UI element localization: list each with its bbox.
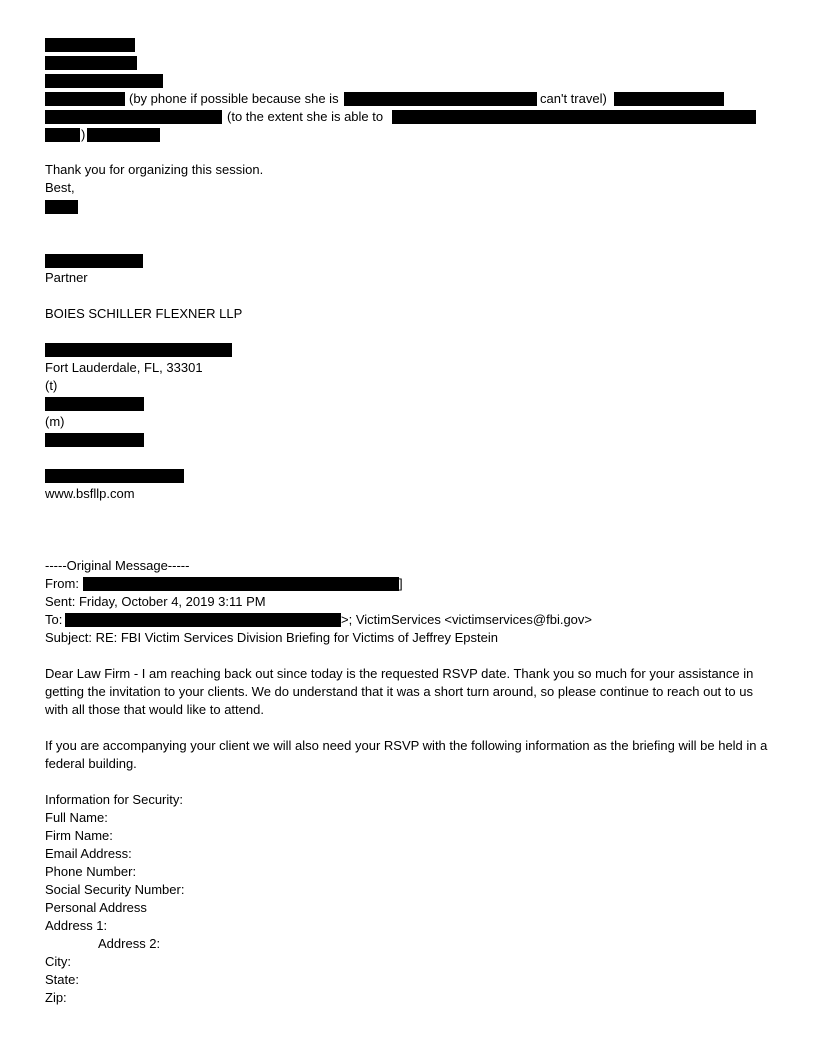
redaction-block	[45, 254, 143, 268]
security-heading: Information for Security:	[45, 792, 183, 807]
signature-website: www.bsfllp.com	[45, 486, 135, 501]
redaction-block	[392, 110, 756, 124]
redaction-block	[83, 577, 399, 591]
form-address-1: Address 1:	[45, 918, 108, 933]
redaction-block	[45, 56, 137, 70]
to-recipients: >; VictimServices <victimservices@fbi.gov>	[341, 612, 593, 627]
body-paragraph-2: If you are accompanying your client we will also need your RSVP with the following information as the briefing will be held in a federal building.	[45, 738, 768, 771]
redaction-block	[45, 128, 80, 142]
form-phone: Phone Number:	[45, 864, 137, 879]
body-paragraph-1: Dear Law Firm - I am reaching back out since today is the requested RSVP date. Thank you so much for your assistance in getting the invitation to your clients. We do understand that it was a short turn around, so please continue to reach out to us with all those that would like to attend.	[45, 666, 754, 717]
redaction-block	[65, 613, 341, 627]
form-email: Email Address:	[45, 846, 132, 861]
redaction-block	[344, 92, 537, 106]
sent-line: Sent: Friday, October 4, 2019 3:11 PM	[45, 594, 266, 609]
form-full-name: Full Name:	[45, 810, 108, 825]
form-personal-address: Personal Address	[45, 900, 147, 915]
from-close-bracket: ]	[399, 576, 403, 591]
redaction-block	[45, 200, 78, 214]
thanks-text: Thank you for organizing this session.	[45, 162, 264, 177]
redaction-block	[45, 92, 125, 106]
redaction-block	[45, 397, 144, 411]
signature-city: Fort Lauderdale, FL, 33301	[45, 360, 203, 375]
close-paren-text: )	[81, 127, 86, 142]
redaction-block	[87, 128, 160, 142]
cant-travel-text: can't travel)	[540, 91, 607, 106]
signature-title: Partner	[45, 270, 88, 285]
form-firm-name: Firm Name:	[45, 828, 113, 843]
redaction-block	[45, 110, 222, 124]
form-zip: Zip:	[45, 990, 67, 1005]
redaction-block	[45, 343, 232, 357]
form-city: City:	[45, 954, 71, 969]
phone-note-text: (by phone if possible because she is	[129, 91, 339, 106]
redaction-block	[614, 92, 724, 106]
signature-mobile-label: (m)	[45, 414, 65, 429]
subject-line: Subject: RE: FBI Victim Services Division Briefing for Victims of Jeffrey Epstein	[45, 630, 498, 645]
redaction-block	[45, 38, 135, 52]
to-label: To:	[45, 612, 63, 627]
original-message-divider: -----Original Message-----	[45, 558, 190, 573]
form-address-2: Address 2:	[98, 936, 161, 951]
extent-note-text: (to the extent she is able to	[227, 109, 384, 124]
from-label: From:	[45, 576, 79, 591]
redaction-block	[45, 433, 144, 447]
signature-firm: BOIES SCHILLER FLEXNER LLP	[45, 306, 243, 321]
closing-text: Best,	[45, 180, 75, 195]
signature-tel-label: (t)	[45, 378, 58, 393]
form-state: State:	[45, 972, 79, 987]
form-ssn: Social Security Number:	[45, 882, 185, 897]
redaction-block	[45, 469, 184, 483]
redaction-block	[45, 74, 163, 88]
